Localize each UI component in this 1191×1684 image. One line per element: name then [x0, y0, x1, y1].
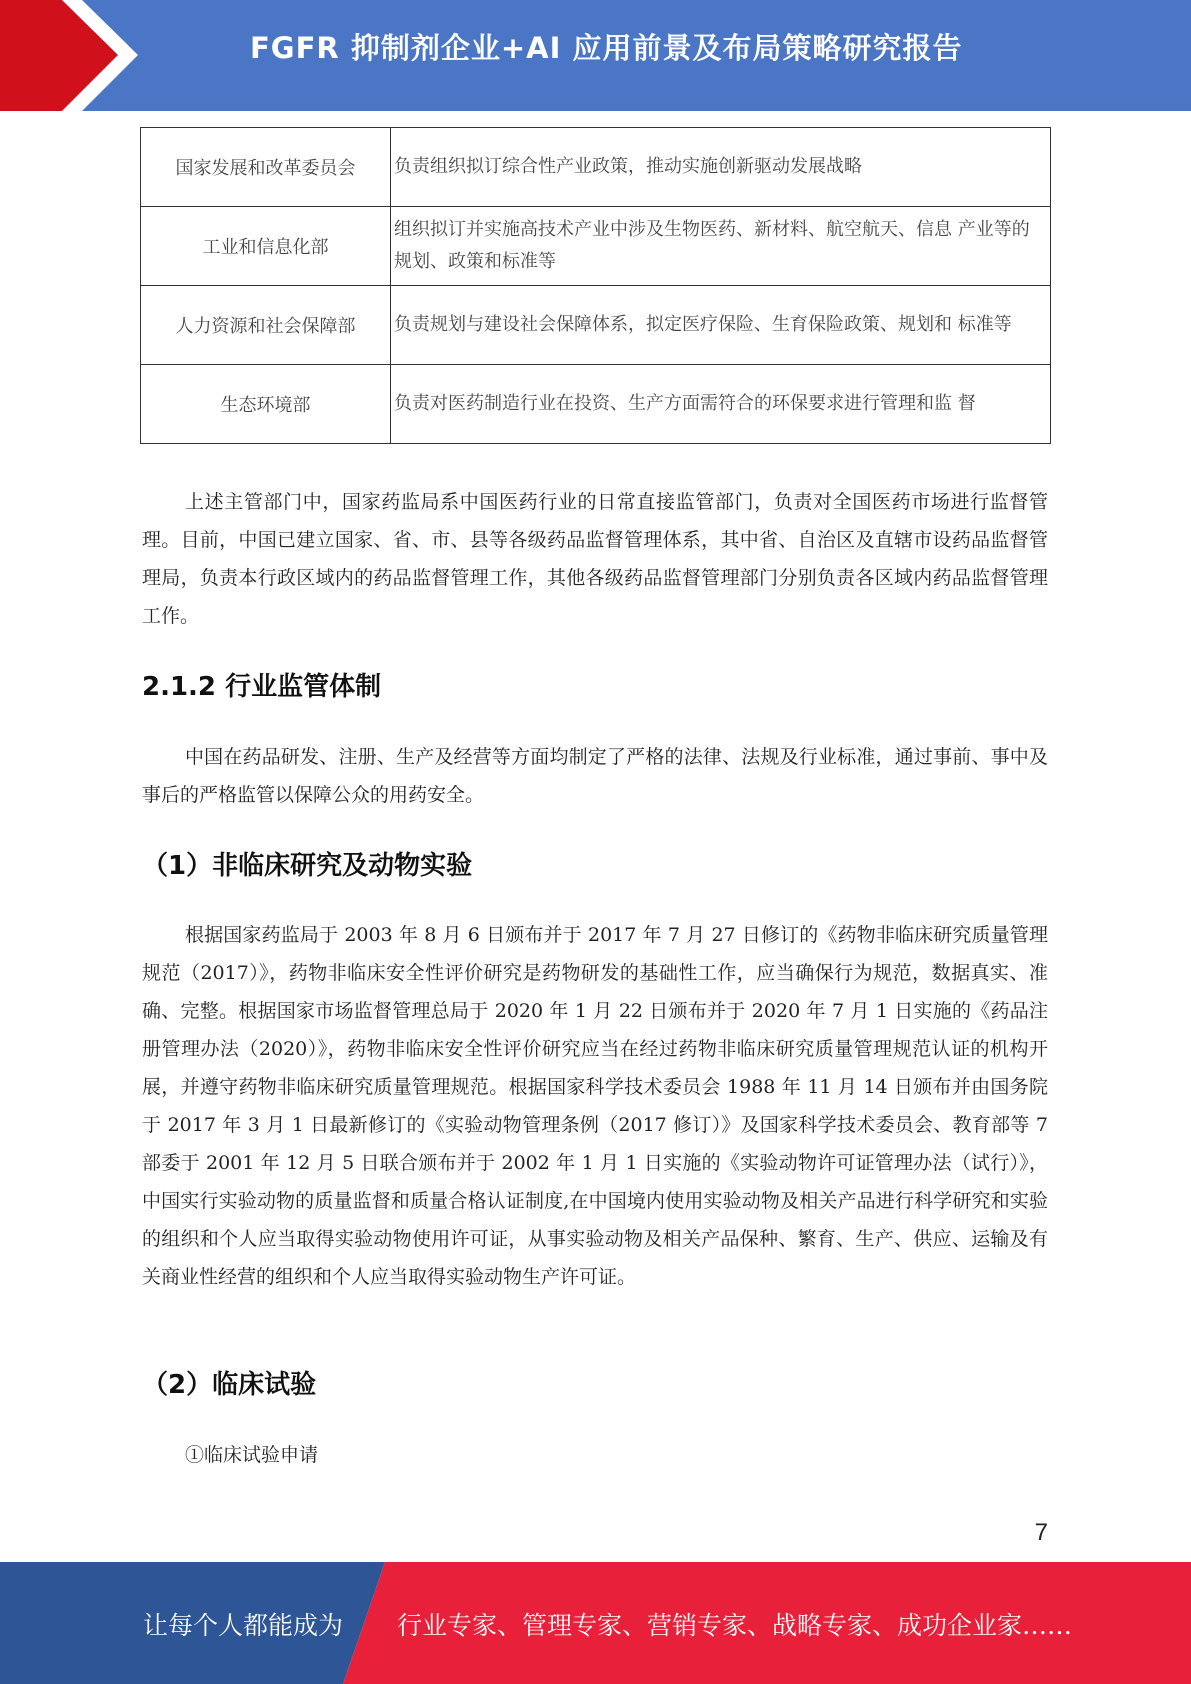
- table-row: [141, 286, 1051, 365]
- paragraph-supervision-overview: 上述主管部门中，国家药监局系中国医药行业的日常直接监管部门，负责对全国医药市场进行监督管理。目前，中国已建立国家、省、市、县等各级药品监督管理体系，其中省、自治区及直辖市设药品监督管理局，负责本行政区域内的药品监督管理工作，其他各级药品监督管理部门分别负责各区域内药品监督管理工作。: [142, 491, 1048, 627]
- dept-cell: 国家发展和改革委员会: [141, 128, 391, 207]
- dept-cell: 生态环境部: [141, 365, 391, 444]
- table-row: [141, 128, 1051, 207]
- regulatory-departments-table: [140, 127, 1051, 444]
- paragraph-regulation-intro: 中国在药品研发、注册、生产及经营等方面均制定了严格的法律、法规及行业标准，通过事前、事中及事后的严格监管以保障公众的用药安全。: [142, 746, 1048, 806]
- duty-cell: 负责规划与建设社会保障体系，拟定医疗保险、生育保险政策、规划和 标准等: [391, 286, 1051, 365]
- footer-slogan-right: 行业专家、管理专家、营销专家、战略专家、成功企业家……: [397, 1611, 1073, 1640]
- dept-cell: 工业和信息化部: [141, 207, 391, 286]
- duty-cell: 组织拟订并实施高技术产业中涉及生物医药、新材料、航空航天、信息 产业等的规划、政策和标准等: [391, 207, 1051, 286]
- paragraph-nonclinical: 根据国家药监局于 2003 年 8 月 6 日颁布并于 2017 年 7 月 27 日修订的《药物非临床研究质量管理规范（2017）》，药物非临床安全性评价研究是药物研发的基础性工作，应当确保行为规范，数据真实、准确、完整。根据国家市场监督管理总局于 2020 年 1 月 22 日颁布并于 2020 年 7 月 1 日实施的《药品注册管理办法（2020）》，药物非临床安全性评价研究应当在经过药物非临床研究质量管理规范认证的机构开展，并遵守药物非临床研究质量管理规范。根据国家科学技术委员会 1988 年 11 月 14 日颁布并由国务院于 2017 年 3 月 1 日最新修订的《实验动物管理条例（2017 修订）》及国家科学技术委员会、教育部等 7 部委于 2001 年 12 月 5 日联合颁布并于 2002 年 1 月 1 日实施的《实验动物许可证管理办法（试行）》，中国实行实验动物的质量监督和质量合格认证制度,在中国境内使用实验动物及相关产品进行科学研究和实验的组织和个人应当取得实验动物使用许可证，从事实验动物及相关产品保种、繁育、生产、供应、运输及有关商业性经营的组织和个人应当取得实验动物生产许可证。: [142, 924, 1048, 1288]
- page-header: [0, 0, 1191, 111]
- list-item-clinical-application: ①临床试验申请: [185, 1444, 319, 1466]
- subsection-heading-nonclinical: （1）非临床研究及动物实验: [142, 851, 473, 881]
- dept-cell: 人力资源和社会保障部: [141, 286, 391, 365]
- table-row: [141, 207, 1051, 286]
- header-arrow-graphic: [0, 0, 150, 111]
- footer-slogan-left: 让每个人都能成为: [143, 1611, 344, 1640]
- duty-cell: 负责对医药制造行业在投资、生产方面需符合的环保要求进行管理和监 督: [391, 365, 1051, 444]
- subsection-heading-clinical: （2）临床试验: [142, 1370, 317, 1400]
- table-row: [141, 365, 1051, 444]
- duty-cell: 负责组织拟订综合性产业政策，推动实施创新驱动发展战略: [391, 128, 1051, 207]
- section-heading: 2.1.2 行业监管体制: [142, 672, 382, 702]
- page-number: 7: [1034, 1519, 1048, 1546]
- report-title: FGFR 抑制剂企业+AI 应用前景及布局策略研究报告: [250, 31, 963, 65]
- page-footer: [0, 1562, 1191, 1684]
